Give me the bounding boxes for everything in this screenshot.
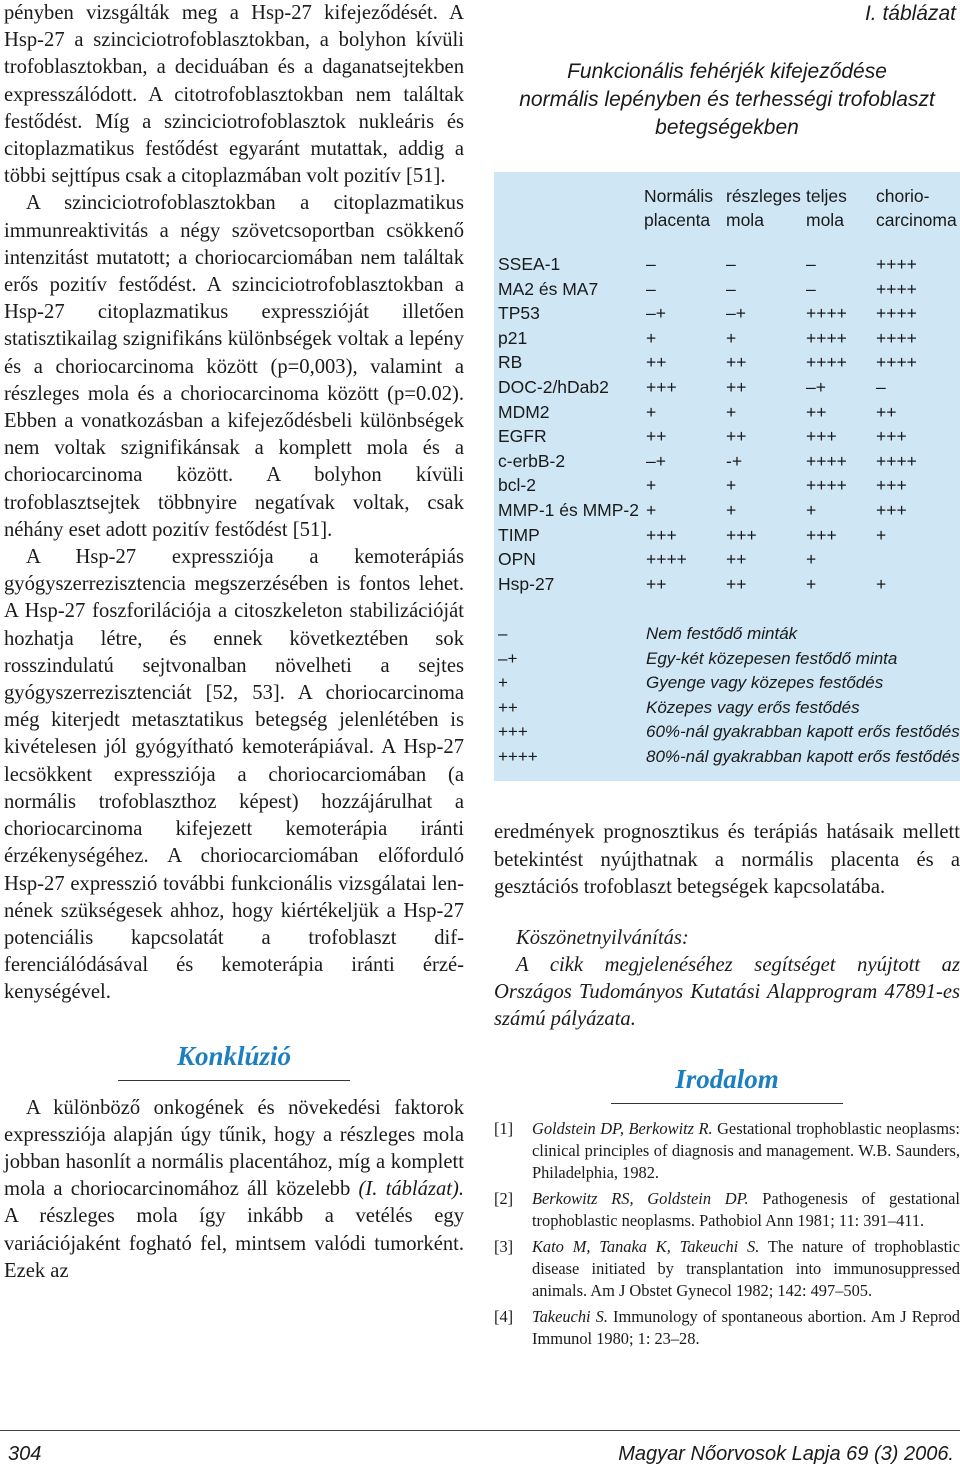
table-title-line: Funkcionális fehérjék kifejeződése xyxy=(567,60,887,83)
conclusion-paragraph xyxy=(4,1095,464,1285)
body-paragraph: A Hsp-27 expressziója a kemoterápiás gyógyszerrezisztencia megszerzésében is fontos lehet. A Hsp-27 foszforilációja a citoszkeleton stabilizációját hozhatja létre, és ennek következtében sok rosszindulatú sejtvonalban növelheti a sejtes gyógyszerrezisztenciát [52, 53]. A choriocarcinoma még kiterjedt metasztatikus betegség jelenlétében is kivételesen jól gyógyítható kemoterápiával. A Hsp-27 lecsökkent expressziója a choriocarciomában (a normális trofoblaszthoz képest) hozzájárulhat a choriocarcinoma kifejezett kemoterápia iránti érzékenységéhez. A choriocarciomában előforduló Hsp-27 expresszió további funkcionális vizsgálatai lennének szükségesek ahhoz, hogy kiértékeljük a Hsp-27 potenciális kapcsolatát a trofoblaszt differenciálódásával és kemoterápia iránti érzékenységével. xyxy=(4,546,464,1004)
legend-description: Közepes vagy erős festődés xyxy=(646,697,860,717)
reference-number: [4] xyxy=(494,1306,514,1326)
header-line: részleges xyxy=(726,186,801,206)
legend-item xyxy=(494,647,960,672)
table-row xyxy=(494,498,960,523)
table-cell: ++++ xyxy=(806,303,847,324)
table-cell: ++ xyxy=(876,401,897,422)
table-cell: ++++ xyxy=(876,450,917,471)
table-row xyxy=(494,572,960,597)
section-divider xyxy=(611,1103,843,1104)
table-cell: + xyxy=(876,573,887,594)
reference-number: [2] xyxy=(494,1188,514,1208)
table-cell: ++++ xyxy=(876,303,917,324)
header-line: carcinoma xyxy=(876,210,957,230)
row-label: TP53 xyxy=(498,303,540,324)
table-cell: + xyxy=(646,499,657,520)
table-cell: ++ xyxy=(726,573,747,594)
table-title xyxy=(494,58,960,142)
reference-text: The nature of trophoblastic disease initiated by transplantation into immunosuppressed animals. Am J Obstet Gynecol 1982; 142: 497–505. xyxy=(532,1236,960,1301)
body-paragraph-continuation: eredmények prognosztikus és terápiás hatásaik mellett betekintést nyújthatnak a normális placenta és a gesztációs trofoblaszt betegségek kapcsolatába. xyxy=(494,821,960,898)
table-row xyxy=(494,326,960,351)
table-legend xyxy=(494,622,960,769)
header-line: placenta xyxy=(644,210,711,230)
legend-item xyxy=(494,720,960,745)
conclusion-text: A különböző onkogének és növekedési faktorok expressziója alapján úgy tűnik, hogy a részleges mola jobban hasonlít a normális placentához, míg a komplett mola a choriocarcinomához áll közelebb xyxy=(4,1096,464,1201)
table-cell: ++++ xyxy=(876,278,917,299)
legend-item xyxy=(494,745,960,770)
table-cell: ++ xyxy=(726,376,747,397)
legend-symbol: + xyxy=(498,673,508,693)
table-cell: + xyxy=(806,573,817,594)
legend-symbol: ++++ xyxy=(498,746,538,766)
legend-symbol: – xyxy=(498,624,508,644)
row-label: RB xyxy=(498,352,523,373)
table-cell: ++ xyxy=(646,352,667,373)
table-cell: + xyxy=(726,475,737,496)
row-label: bcl-2 xyxy=(498,475,536,496)
table-cell: – xyxy=(646,278,656,299)
table-cell: – xyxy=(726,254,736,274)
table-row xyxy=(494,350,960,375)
legend-symbol: –+ xyxy=(498,648,518,668)
header-line: teljes xyxy=(806,186,847,206)
table-cell: ++++ xyxy=(646,549,687,570)
reference-authors: Kato M, Tanaka K, Takeuchi S. xyxy=(532,1236,760,1256)
table-cell: -+ xyxy=(726,450,743,471)
table-cell: + xyxy=(646,475,657,496)
reference-authors: Goldstein DP, Berkowitz R. xyxy=(532,1118,713,1138)
table-cell: +++ xyxy=(876,475,907,496)
table-cell: ++++ xyxy=(806,327,847,348)
table-cell: +++ xyxy=(646,524,677,545)
row-label: Hsp-27 xyxy=(498,573,555,594)
acknowledgement-body: A cikk megjelenéséhez segítséget nyújtott az Országos Tudományos Kutatási Alapprogram 47891-es számú pályázata. xyxy=(494,953,960,1031)
table-cell: – xyxy=(876,376,886,397)
legend-item xyxy=(494,671,960,696)
reference-authors: Takeuchi S. xyxy=(532,1306,608,1326)
right-column xyxy=(494,0,960,1354)
table-cell: +++ xyxy=(806,524,837,545)
table-cell: ++ xyxy=(806,401,827,422)
conclusion-text-end: A részleges mola így inkább a vetélés egy variációjaként fogható fel, mintsem valódi tumorként. Ezek az xyxy=(4,1205,464,1282)
table-cell: + xyxy=(806,549,817,570)
section-title-references: Irodalom xyxy=(675,1063,779,1094)
table-cell: –+ xyxy=(726,303,746,324)
column-header-choriocarcinoma xyxy=(876,184,957,232)
page-number: 304 xyxy=(8,1443,42,1465)
table-row xyxy=(494,400,960,425)
header-line: mola xyxy=(806,210,844,230)
legend-symbol: +++ xyxy=(498,722,528,742)
table-reference: (I. táblázat). xyxy=(358,1178,464,1201)
table-cell: + xyxy=(876,524,887,545)
table-cell: + xyxy=(726,327,737,348)
table-row xyxy=(494,277,960,302)
table-cell: + xyxy=(726,401,737,422)
header-line: Normális xyxy=(644,186,714,206)
reference-number: [1] xyxy=(494,1118,514,1138)
table-row xyxy=(494,473,960,498)
reference-item xyxy=(494,1188,960,1233)
table-cell: +++ xyxy=(876,426,907,447)
reference-item xyxy=(494,1236,960,1303)
header-line: chorio- xyxy=(876,186,930,206)
table-header xyxy=(494,172,960,244)
table-cell: –+ xyxy=(646,450,666,471)
footer-divider xyxy=(0,1430,960,1431)
legend-item xyxy=(494,622,960,647)
column-header-partial-mole xyxy=(726,184,801,232)
table-cell: ++++ xyxy=(876,352,917,373)
row-label: c-erbB-2 xyxy=(498,450,566,471)
table-body xyxy=(494,244,960,781)
reference-item xyxy=(494,1118,960,1185)
left-column xyxy=(4,0,464,1285)
legend-description: Gyenge vagy közepes festődés xyxy=(646,673,884,693)
row-label: SSEA-1 xyxy=(498,254,561,274)
table-cell: + xyxy=(646,327,657,348)
table-cell: + xyxy=(646,401,657,422)
row-label: EGFR xyxy=(498,426,547,447)
table-row xyxy=(494,252,960,277)
row-label: p21 xyxy=(498,327,528,348)
table-cell: – xyxy=(646,254,656,274)
column-header-complete-mole xyxy=(806,184,847,232)
table-row xyxy=(494,523,960,548)
table-cell: –+ xyxy=(806,376,826,397)
legend-description: 60%-nál gyakrabban kapott erős festődés xyxy=(646,722,960,742)
column-header-normal-placenta xyxy=(644,184,713,232)
row-label: DOC-2/hDab2 xyxy=(498,376,609,397)
table-cell: ++ xyxy=(646,426,667,447)
table-cell: ++++ xyxy=(876,327,917,348)
section-divider xyxy=(118,1080,350,1081)
reference-text: Gestational trophoblastic neoplasms: clinical principles of diagnosis and management. W.B. Saunders, Philadelphia, 1982. xyxy=(532,1118,960,1183)
table-title-line: betegségekben xyxy=(655,116,799,139)
acknowledgement-title: Köszönetnyilvánítás: xyxy=(516,926,689,949)
table-cell: ++++ xyxy=(806,475,847,496)
legend-description: 80%-nál gyakrabban kapott erős festődés xyxy=(646,746,960,766)
table-title-line: normális lepényben és terhességi trofoblaszt xyxy=(519,88,935,111)
reference-authors: Berkowitz RS, Goldstein DP. xyxy=(532,1188,749,1208)
table-row xyxy=(494,375,960,400)
row-label: MMP-1 és MMP-2 xyxy=(498,499,639,520)
table-cell: ++ xyxy=(726,426,747,447)
table-cell: ++ xyxy=(646,573,667,594)
legend-description: Nem festődő minták xyxy=(646,624,798,644)
reference-number: [3] xyxy=(494,1236,514,1256)
legend-description: Egy-két közepesen festődő minta xyxy=(646,648,898,668)
journal-citation: Magyar Nőorvosok Lapja 69 (3) 2006. xyxy=(618,1443,954,1465)
table-cell: +++ xyxy=(646,376,677,397)
table-cell: +++ xyxy=(876,499,907,520)
reference-text: Pathogenesis of gestational trophoblastic neoplasms. Pathobiol Ann 1981; 11: 391–411. xyxy=(532,1188,960,1231)
table-cell: ++++ xyxy=(806,450,847,471)
row-label: MA2 és MA7 xyxy=(498,278,599,299)
table-cell: ++++ xyxy=(876,254,917,274)
table-row xyxy=(494,301,960,326)
reference-item xyxy=(494,1306,960,1351)
body-paragraph: A szinciciotrofoblasztokban a citoplazmatikus immunreaktivitás a négy szövetcsoportban csökkenő intenzitást mutatott; a choriocarciomában nem találtak erős pozitív festődést. A szinciciotrofoblasztokban a Hsp-27 citoplazmatikus expresszióját illetően statisztikailag szignifikáns különbségek voltak a lepény és a choriocarcinoma között (p=0,003), valamint a részleges mola és a choriocarcinoma között (p=0.02). Ebben a vonatkozásban a kifejeződésbeli különbségek nem voltak szignifikánsak a komplett mola és a choriocarcinoma között. A bolyhon kívüli trofoblasztsejtek többnyire negatívak voltak, csak néhány eset adott pozitív festődést [51]. xyxy=(4,192,464,541)
table-cell: ++ xyxy=(726,352,747,373)
table-row xyxy=(494,424,960,449)
table-row xyxy=(494,547,960,572)
table-row xyxy=(494,449,960,474)
table-cell: –+ xyxy=(646,303,666,324)
section-title-conclusion: Konklúzió xyxy=(176,1040,292,1071)
table-cell: +++ xyxy=(806,426,837,447)
legend-symbol: ++ xyxy=(498,697,518,717)
table-cell: – xyxy=(726,278,736,299)
table-cell: – xyxy=(806,278,816,299)
body-paragraph: pényben vizsgálták meg a Hsp-27 kifejeződését. A Hsp-27 a szinciciotrofoblasztokban, a bolyhon kívüli trofoblasztokban, a deciduában és a daganatsejtekben expresszálódott. A citotrofoblasztokban nem találtak festődést. Míg a szinciciotrofoblasztok nukleáris és citoplazmatikus festődést egyaránt mutattak, addig a többi sejttípus csak a citoplazmában volt pozitív [51]. xyxy=(4,2,464,188)
row-label: OPN xyxy=(498,549,536,570)
table-cell: ++++ xyxy=(806,352,847,373)
table-cell: + xyxy=(726,499,737,520)
row-label: TIMP xyxy=(498,524,540,545)
row-label: MDM2 xyxy=(498,401,550,422)
table-cell: +++ xyxy=(726,524,757,545)
reference-list xyxy=(494,1118,960,1351)
legend-item xyxy=(494,696,960,721)
table-cell: ++ xyxy=(726,549,747,570)
reference-text: Immunology of spontaneous abortion. Am J Reprod Immunol 1980; 1: 23–28. xyxy=(532,1306,960,1349)
header-line: mola xyxy=(726,210,764,230)
table-label: I. táblázat xyxy=(864,2,956,25)
table-cell: – xyxy=(806,254,816,274)
table-cell: + xyxy=(806,499,817,520)
